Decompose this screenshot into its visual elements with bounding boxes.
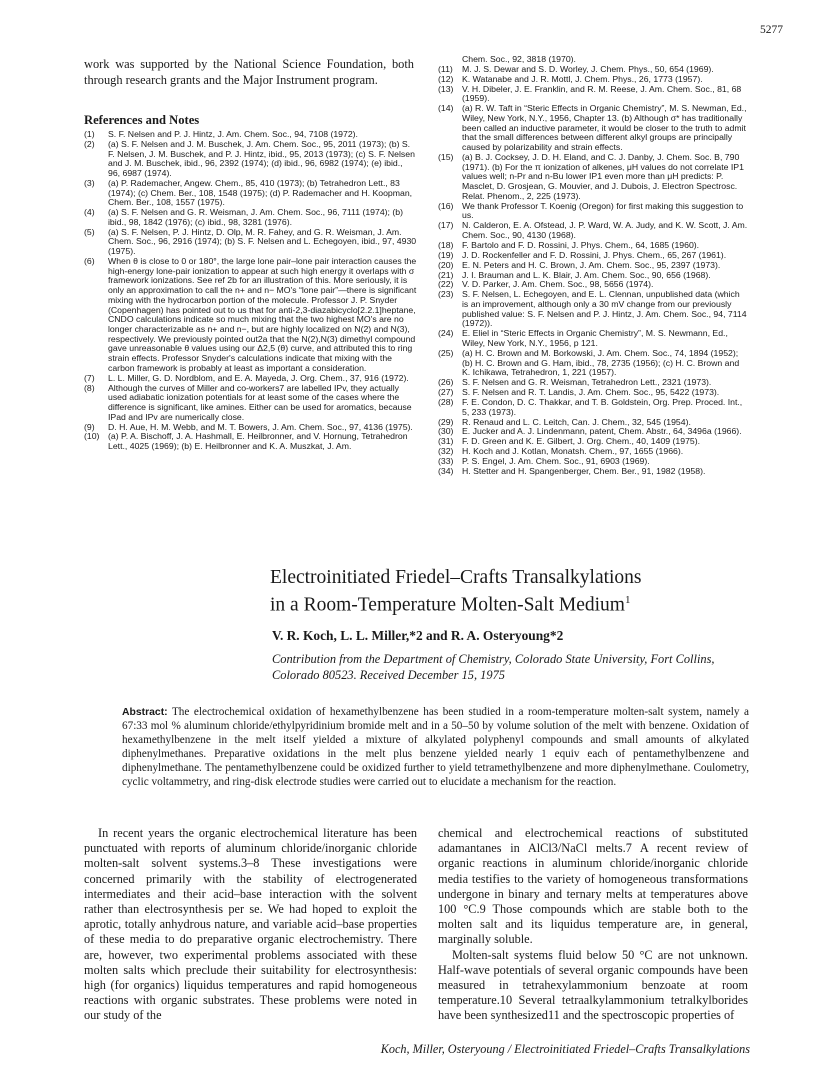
reference-number: (24) <box>438 328 454 339</box>
reference-number: (22) <box>438 279 454 290</box>
reference-text: (a) B. J. Cocksey, J. D. H. Eland, and C. J. Danby, J. Chem. Soc. B, 790 (1971). (b) For the π ionization of alkenes, μH values do not correlate IP1 values well; n-Pr and n-Bu lower IP1 even more than μH predicts: P. Masclet, D. Grosjean, G. Mouvier, and J. Dubois, J. Electron Spectrosc. Relat. Phenom., 2, 225 (1973). <box>462 151 744 201</box>
reference-number: (27) <box>438 387 454 398</box>
reference-number: (34) <box>438 466 454 477</box>
reference-number: (29) <box>438 416 454 427</box>
reference-text: S. F. Nelsen and R. T. Landis, J. Am. Chem. Soc., 95, 5422 (1973). <box>462 387 720 398</box>
reference-number: (6) <box>84 256 95 267</box>
reference-text: E. N. Peters and H. C. Brown, J. Am. Chem. Soc., 95, 2397 (1973). <box>462 259 721 270</box>
article-title <box>270 566 790 617</box>
reference-text: M. J. S. Dewar and S. D. Worley, J. Chem. Phys., 50, 654 (1969). <box>462 63 714 74</box>
reference-number: (5) <box>84 226 95 237</box>
reference-text: L. L. Miller, G. D. Nordblom, and E. A. Mayeda, J. Org. Chem., 37, 916 (1972). <box>108 372 409 383</box>
reference-text: V. H. Dibeler, J. E. Franklin, and R. M. Reese, J. Am. Chem. Soc., 81, 68 (1959). <box>462 83 742 104</box>
reference-number: (13) <box>438 83 454 94</box>
reference-number: (8) <box>84 382 95 393</box>
reference-number: (12) <box>438 73 454 84</box>
title-line-2-text: in a Room-Temperature Molten-Salt Medium <box>270 594 625 616</box>
reference-text: H. Koch and J. Kotlan, Monatsh. Chem., 97, 1655 (1966). <box>462 446 684 457</box>
reference-text: Chem. Soc., 92, 3818 (1970). <box>462 54 576 64</box>
reference-number: (28) <box>438 396 454 407</box>
reference-number: (25) <box>438 347 454 358</box>
reference-number: (21) <box>438 269 454 280</box>
reference-text: Although the curves of Miller and co-workers7 are labelled IPv, they actually used adiabatic ionization potentials for at least some of the cases where the difference is significant, like amines. Either can be used for aromatics, because IPad and IPv are numerically close. <box>108 382 412 422</box>
reference-text: We thank Professor T. Koenig (Oregon) for first making this suggestion to us. <box>462 200 744 221</box>
body-column-left <box>84 826 417 1024</box>
reference-text: (a) S. F. Nelsen and J. M. Buschek, J. Am. Chem. Soc., 95, 2011 (1973); (b) S. F. Nelsen, J. M. Buschek, and P. J. Hintz, ibid., 95, 2013 (1973); (c) S. F. Nelsen and J. M. Buschek, ibid., 96, 2392 (1974); (d) ibid., 96, 6982 (1974); (e) ibid., 96, 6987 (1974). <box>108 138 415 178</box>
reference-number: (11) <box>438 63 453 74</box>
reference-text: (a) R. W. Taft in “Steric Effects in Organic Chemistry”, M. S. Newman, Ed., Wiley, New York, N.Y., 1956, Chapter 13. (b) Although σ* has traditionally been called an inductive parameter, it would be closer to the truth to admit that the small differences between different alkyl groups are principally caused by polarizability and strain effects. <box>462 103 747 153</box>
reference-text: F. Bartolo and F. D. Rossini, J. Phys. Chem., 64, 1685 (1960). <box>462 239 700 250</box>
reference-item <box>438 467 748 477</box>
reference-number: (9) <box>84 421 95 432</box>
reference-item <box>438 153 748 202</box>
references-list-right <box>438 55 748 477</box>
reference-text: E. Jucker and A. J. Lindenmann, patent, Chem. Abstr., 64, 3496a (1966). <box>462 426 742 437</box>
reference-number: (7) <box>84 372 95 383</box>
acknowledgment-text: work was supported by the National Science Foundation, both through research grants and the Major Instrument program. <box>84 57 414 88</box>
title-line-2 <box>270 589 790 617</box>
reference-number: (33) <box>438 456 454 467</box>
reference-text: S. F. Nelsen and G. R. Weisman, Tetrahedron Lett., 2321 (1973). <box>462 377 712 388</box>
reference-item <box>84 140 417 179</box>
abstract <box>122 706 749 789</box>
reference-item <box>84 208 417 227</box>
reference-item <box>84 432 417 451</box>
references-list-left <box>84 130 417 452</box>
title-footnote-mark: 1 <box>624 594 631 606</box>
reference-text: F. D. Green and K. E. Gilbert, J. Org. Chem., 40, 1409 (1975). <box>462 436 701 447</box>
reference-number: (19) <box>438 249 454 260</box>
reference-item <box>438 349 748 378</box>
reference-number: (14) <box>438 103 454 114</box>
reference-text: R. Renaud and L. C. Leitch, Can. J. Chem., 32, 545 (1954). <box>462 416 691 427</box>
reference-number: (15) <box>438 151 454 162</box>
title-line-1: Electroinitiated Friedel–Crafts Transalkylations <box>270 567 642 588</box>
reference-number: (1) <box>84 129 95 139</box>
body-paragraph: chemical and electrochemical reactions of substituted adamantanes in AlCl3/NaCl melts.7 A recent review of organic reactions in aluminum chloride/inorganic chloride media testifies to the variety of homogeneous transformations undergone in binary and ternary melts at temperatures above 100 °C.9 Those compounds which are stable both to the molten salt and its liquidus temperature are, in general, marginally soluble. <box>438 826 748 947</box>
reference-number: (30) <box>438 426 454 437</box>
reference-text: D. H. Aue, H. M. Webb, and M. T. Bowers, J. Am. Chem. Soc., 97, 4136 (1975). <box>108 421 413 432</box>
reference-item <box>438 290 748 329</box>
reference-text: (a) H. C. Brown and M. Borkowski, J. Am. Chem. Soc., 74, 1894 (1952); (b) H. C. Brown and G. Ham, ibid., 78, 2735 (1956); (c) H. C. Brown and K. Ichikawa, Tetrahedron, 1, 221 (1957). <box>462 347 740 378</box>
body-column-right <box>438 826 748 1024</box>
reference-text: (a) P. Rademacher, Angew. Chem., 85, 410 (1973); (b) Tetrahedron Lett., 83 (1974); (c) Chem. Ber., 108, 1548 (1975); (d) P. Rademacher and H. Koopman, Chem. Ber., 108, 1557 (1975). <box>108 177 413 208</box>
reference-text: H. Stetter and H. Spangenberger, Chem. Ber., 91, 1982 (1958). <box>462 466 706 477</box>
reference-number: (31) <box>438 436 454 447</box>
reference-item <box>84 228 417 257</box>
reference-number: (4) <box>84 207 95 218</box>
reference-text: J. I. Brauman and L. K. Blair, J. Am. Chem. Soc., 90, 656 (1968). <box>462 269 711 280</box>
reference-text: (a) S. F. Nelsen, P. J. Hintz, D. Olp, M. R. Fahey, and G. R. Weisman, J. Am. Chem. Soc., 96, 2916 (1974); (b) S. F. Nelsen and L. Echegoyen, ibid., 97, 4930 (1975). <box>108 226 417 257</box>
body-paragraph: In recent years the organic electrochemical literature has been punctuated with reports of aluminum chloride/inorganic chloride molten-salt solvent systems.3–8 These investigations were concerned primarily with the stability of electrogenerated intermediates and their acid–base interaction with the solvent rather than electrosynthesis per se. We had hoped to exploit the aprotic, totally anhydrous nature, and variable acid–base properties of these media to do preparative organic electrochemistry. There are, however, two experimental problems associated with these molten salts which preclude their suitability for electrosynthesis: high (for organics) liquidus temperatures and rapid homogeneous reactions with organic substrates. These problems were noted in our study of the <box>84 826 417 1023</box>
reference-text: J. D. Rockenfeller and F. D. Rossini, J. Phys. Chem., 65, 267 (1961). <box>462 249 727 260</box>
reference-number: (26) <box>438 377 454 388</box>
page-number: 5277 <box>760 24 783 36</box>
reference-number: (18) <box>438 239 454 250</box>
reference-text: (a) S. F. Nelsen and G. R. Weisman, J. Am. Chem. Soc., 96, 7111 (1974); (b) ibid., 98, 1842 (1976); (c) ibid., 98, 3281 (1976). <box>108 207 404 227</box>
reference-number: (3) <box>84 177 95 188</box>
reference-number: (23) <box>438 289 454 300</box>
reference-number: (32) <box>438 446 454 457</box>
references-heading: References and Notes <box>84 113 200 127</box>
reference-text: F. E. Condon, D. C. Thakkar, and T. B. Goldstein, Org. Prep. Proced. Int., 5, 233 (1973). <box>462 396 743 417</box>
body-paragraph: Molten-salt systems fluid below 50 °C are not unknown. Half-wave potentials of several organic compounds have been measured in tetrahexylammonium benzoate at room temperature.10 Several tetraalkylammonium tetralkylborides have been synthesized11 and the spectroscopic properties of <box>438 947 748 1023</box>
reference-text: S. F. Nelsen, L. Echegoyen, and E. L. Clennan, unpublished data (which is an improvement, although only a 30 mV change from our previously published value: S. F. Nelsen and P. J. Hintz, J. Am. Chem. Soc., 94, 7114 (1972)). <box>462 289 747 329</box>
article-affiliation: Contribution from the Department of Chemistry, Colorado State University, Fort Collins, Colorado 80523. Received December 15, 1975 <box>272 652 715 682</box>
reference-number: (10) <box>84 431 100 442</box>
reference-item <box>438 398 748 417</box>
reference-number: (17) <box>438 220 454 231</box>
reference-number: (20) <box>438 259 454 270</box>
reference-item <box>438 85 748 104</box>
reference-text: N. Calderon, E. A. Ofstead, J. P. Ward, W. A. Judy, and K. W. Scott, J. Am. Chem. Soc., 90, 4130 (1968). <box>462 220 748 240</box>
reference-item <box>438 329 748 348</box>
reference-item <box>438 221 748 240</box>
abstract-label: Abstract: <box>122 707 168 718</box>
article-authors: V. R. Koch, L. L. Miller,*2 and R. A. Osteryoung*2 <box>272 628 564 643</box>
reference-item <box>84 257 417 373</box>
reference-text: S. F. Nelsen and P. J. Hintz, J. Am. Chem. Soc., 94, 7108 (1972). <box>108 129 358 139</box>
reference-item <box>438 104 748 153</box>
reference-text: P. S. Engel, J. Am. Chem. Soc., 91, 6903 (1969). <box>462 456 650 467</box>
reference-text: K. Watanabe and J. R. Mottl, J. Chem. Phys., 26, 1773 (1957). <box>462 73 703 84</box>
reference-item <box>84 384 417 423</box>
reference-item <box>84 179 417 208</box>
abstract-text: The electrochemical oxidation of hexamethylbenzene has been studied in a room-temperature molten-salt system, namely a 67:33 mol % aluminum chloride/ethylpyridinium bromide melt and in a 50–50 by volume solution of the melt with benzene. Oxidation of hexamethylbenzene in the melt itself yielded a mixture of alkylated polyphenyl compounds and small amounts of alkylated diphenylmethanes. Preparative oxidations in the melt plus benzene yielded nearly 1 equiv each of pentamethylbenzene and diphenylmethane. The pentamethylbenzene could be oxidized further to yield tetramethylbenzene and more diphenylmethane. Coulometry, cyclic voltammetry, and ring-disk electrode studies were carried out to elucidate a mechanism for the reaction. <box>122 706 749 788</box>
reference-item <box>438 202 748 221</box>
running-footer: Koch, Miller, Osteryoung / Electroinitiated Friedel–Crafts Transalkylations <box>380 1042 750 1056</box>
reference-text: E. Eliel in “Steric Effects in Organic Chemistry”, M. S. Newmann, Ed., Wiley, New York, N.Y., 1956, p 121. <box>462 328 728 349</box>
reference-text: (a) P. A. Bischoff, J. A. Hashmall, E. Heilbronner, and V. Hornung, Tetrahedron Lett., 4025 (1969); (b) E. Heilbronner and K. A. Muszkat, J. Am. <box>108 431 408 452</box>
reference-text: When θ is close to 0 or 180°, the large lone pair–lone pair interaction causes the high-energy lone-pair ionization to appear at such high energy it overlaps with σ framework ionizations. See ref 2b for an illustration of this. More seriously, it is only an approximation to call the n+ and n− MO's “lone pair”—there is significant mixing with the hydrocarbon portion of the molecule. Professor J. P. Snyder (Copenhagen) has pointed out to us that for anti-2,3-diazabicyclo[2.2.1]heptane, CNDO calculations indicate so much mixing that the two highest MO's are no longer characterizable as n+ and n−, but are highly localized on N(2) and N(3), respectively. We previously pointed out2a that the N(2),N(3) dimethyl compound gave unreasonable θ values using our Δ2,5 (θ) curve, and attributed this to ring strain effects. Professor Snyder's calculations indicate that mixing with the carbon framework is probably at least as important a consideration. <box>108 256 417 373</box>
reference-text: V. D. Parker, J. Am. Chem. Soc., 98, 5656 (1974). <box>462 279 654 290</box>
reference-number: (16) <box>438 200 454 211</box>
reference-number: (2) <box>84 138 95 149</box>
